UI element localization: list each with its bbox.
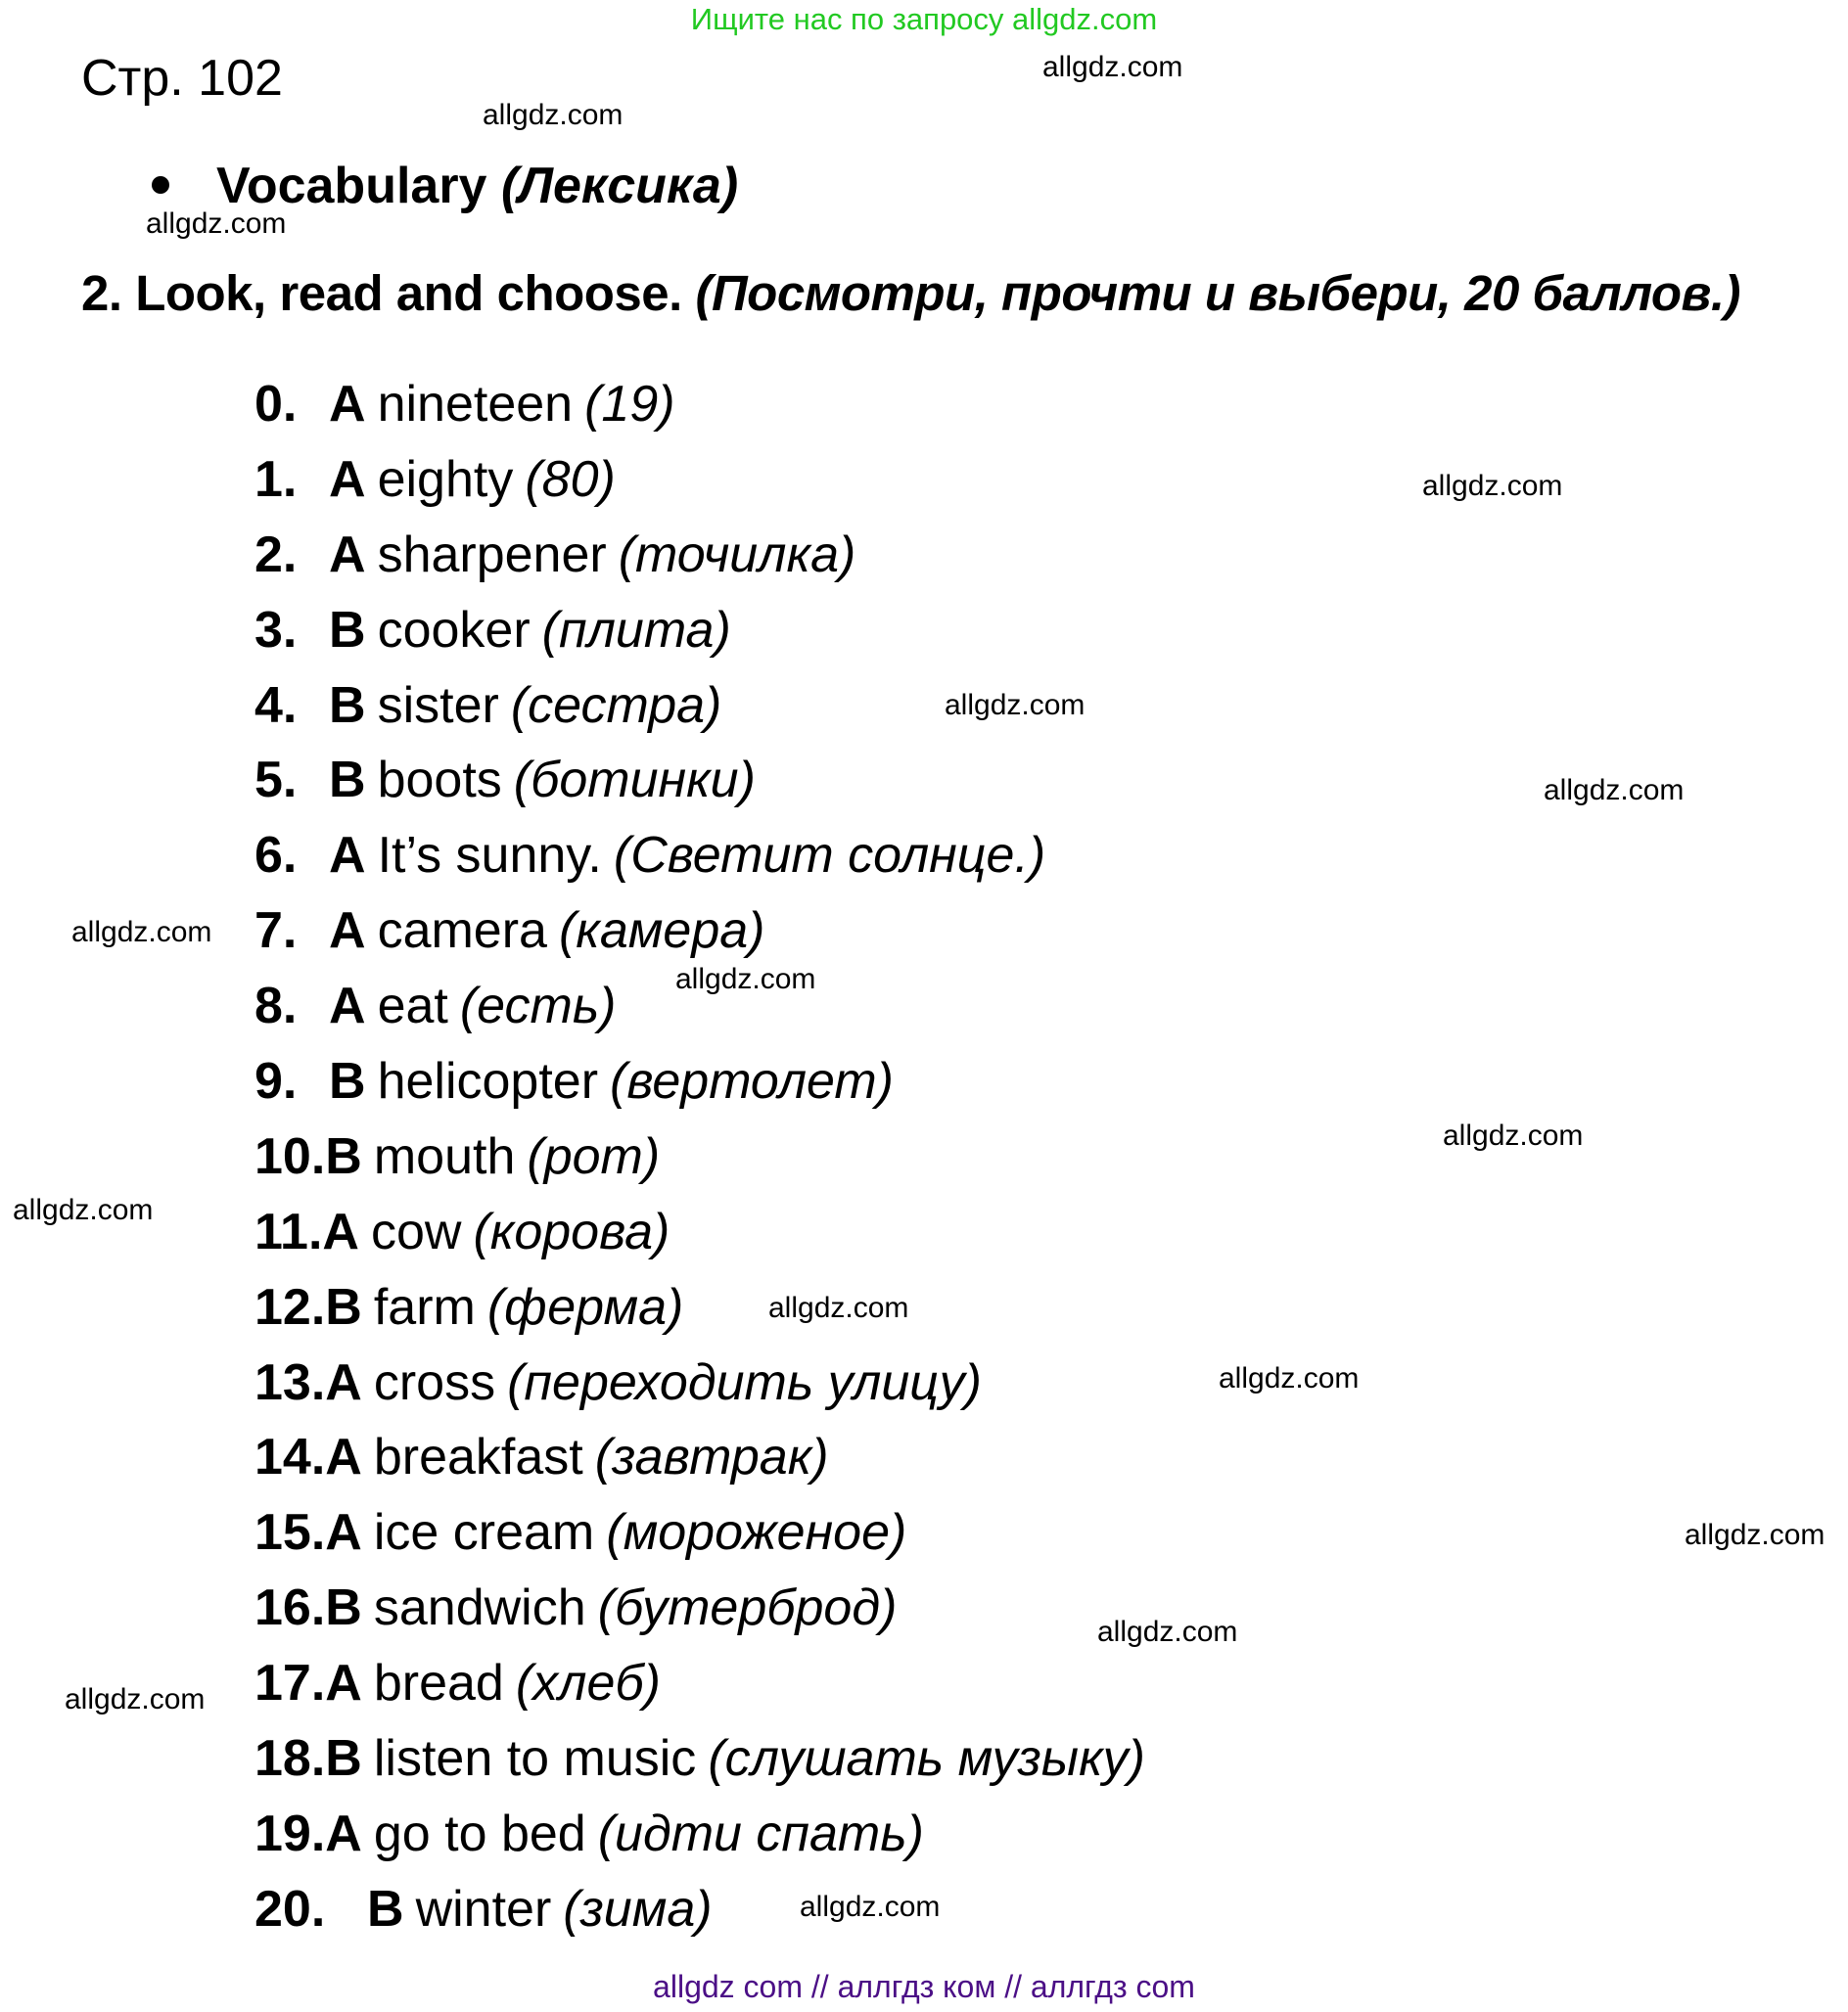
answer-letter: B [367,1880,404,1938]
answer-word: sister [377,676,499,734]
answer-translation: (зима) [563,1880,713,1938]
list-item [254,374,1145,449]
watermark: allgdz.com [1219,1362,1360,1395]
page-number: Стр. 102 [81,50,283,107]
answer-word: farm [373,1278,476,1336]
answer-letter: A [325,1655,362,1713]
answer-letter: B [329,1053,366,1111]
answer-letter: A [325,1429,362,1486]
answer-letter: A [322,1203,359,1260]
item-number: 11. [254,1203,323,1260]
item-number: 5. [254,752,298,809]
answer-translation: (переходить улицу) [507,1353,982,1411]
item-number: 4. [254,676,298,734]
section-title: Vocabulary [216,158,487,214]
answer-translation: (есть) [459,978,617,1035]
watermark: allgdz.com [1544,774,1685,806]
answer-translation: (слушать музыку) [708,1730,1145,1788]
list-item [254,449,1145,525]
watermark: allgdz.com [1042,51,1183,83]
watermark: allgdz.com [768,1292,909,1324]
list-item [254,1427,1145,1502]
watermark: allgdz.com [1097,1616,1238,1648]
answer-word: boots [377,752,502,809]
answer-translation: (завтрак) [594,1429,829,1486]
item-number: 8. [254,978,298,1035]
list-item [254,1879,1145,1954]
answer-letter: B [325,1730,362,1788]
task-title: 2. Look, read and choose. [81,265,682,321]
watermark: allgdz.com [71,916,212,948]
item-number: 16. [254,1579,326,1637]
answer-letter: A [329,978,366,1035]
answer-list [254,374,1145,1954]
answer-letter: A [329,526,366,583]
watermark: allgdz.com [146,207,287,240]
answer-word: eighty [377,450,514,508]
answer-word: listen to music [373,1730,697,1788]
answer-word: winter [415,1880,552,1938]
answer-translation: (мороженое) [606,1504,907,1562]
watermark: allgdz.com [1685,1519,1825,1551]
watermark: allgdz.com [800,1891,941,1923]
answer-word: sharpener [377,526,607,583]
answer-translation: (точилка) [618,526,856,583]
answer-letter: A [329,827,366,885]
item-number: 14. [254,1429,326,1486]
answer-translation: (корова) [473,1203,670,1260]
answer-letter: A [325,1805,362,1862]
answer-word: go to bed [373,1805,586,1862]
answer-translation: (бутерброд) [597,1579,898,1637]
answer-word: nineteen [377,376,574,433]
footer-watermark: allgdz com // аллгдз ком // аллгдз com [653,1969,1195,2004]
answer-word: camera [377,902,547,960]
watermark: allgdz.com [13,1194,154,1226]
item-number: 15. [254,1504,326,1562]
answer-letter: B [329,676,366,734]
watermark: allgdz.com [65,1683,206,1715]
item-number: 0. [254,376,298,433]
answer-translation: (плита) [541,601,731,659]
answer-letter: B [329,752,366,809]
item-number: 12. [254,1278,326,1336]
answer-word: It’s sunny. [377,827,602,885]
task-heading [81,264,1740,322]
list-item [254,750,1145,825]
watermark: allgdz.com [483,99,624,131]
list-item [254,1728,1145,1804]
list-item [254,1277,1145,1352]
item-number: 20. [254,1880,326,1938]
answer-word: bread [373,1655,504,1713]
answer-word: eat [377,978,448,1035]
answer-word: breakfast [373,1429,583,1486]
item-number: 17. [254,1655,326,1713]
watermark: allgdz.com [1422,470,1563,502]
answer-word: ice cream [373,1504,595,1562]
list-item [254,1051,1145,1126]
answer-letter: A [329,450,366,508]
item-number: 19. [254,1805,326,1862]
answer-letter: A [329,376,366,433]
item-number: 7. [254,902,298,960]
answer-translation: (камера) [558,902,765,960]
list-item [254,825,1145,900]
answer-translation: (ферма) [486,1278,684,1336]
section-heading [152,157,738,215]
top-banner: Ищите нас по запросу allgdz.com [690,2,1158,36]
answer-translation: (80) [525,450,616,508]
answer-letter: B [325,1579,362,1637]
section-translation: (Лексика) [500,158,739,214]
answer-translation: (ботинки) [513,752,756,809]
answer-letter: B [329,601,366,659]
item-number: 13. [254,1353,326,1411]
item-number: 1. [254,450,298,508]
answer-translation: (хлеб) [515,1655,661,1713]
list-item [254,1653,1145,1728]
answer-letter: B [325,1278,362,1336]
list-item [254,1352,1145,1428]
list-item [254,1126,1145,1202]
item-number: 2. [254,526,298,583]
list-item [254,600,1145,675]
answer-letter: B [325,1127,362,1185]
item-number: 6. [254,827,298,885]
list-item [254,1578,1145,1653]
answer-word: cooker [377,601,531,659]
list-item [254,1804,1145,1879]
answer-word: cross [373,1353,496,1411]
list-item [254,525,1145,600]
bullet-icon [152,176,169,194]
watermark: allgdz.com [1443,1120,1584,1152]
answer-word: helicopter [377,1053,599,1111]
answer-translation: (Светит солнце.) [613,827,1046,885]
answer-letter: A [325,1504,362,1562]
answer-word: cow [370,1203,462,1260]
list-item [254,1202,1145,1277]
answer-letter: A [325,1353,362,1411]
watermark: allgdz.com [945,689,1086,721]
answer-word: mouth [373,1127,516,1185]
item-number: 3. [254,601,298,659]
answer-translation: (19) [584,376,675,433]
item-number: 10. [254,1127,326,1185]
answer-translation: (рот) [527,1127,661,1185]
list-item [254,1502,1145,1578]
answer-word: sandwich [373,1579,586,1637]
task-translation: (Посмотри, прочти и выбери, 20 баллов.) [695,265,1740,321]
answer-translation: (вертолет) [610,1053,894,1111]
answer-translation: (сестра) [510,676,722,734]
watermark: allgdz.com [675,963,816,995]
item-number: 9. [254,1053,298,1111]
answer-letter: A [329,902,366,960]
answer-translation: (идти спать) [597,1805,924,1862]
item-number: 18. [254,1730,326,1788]
